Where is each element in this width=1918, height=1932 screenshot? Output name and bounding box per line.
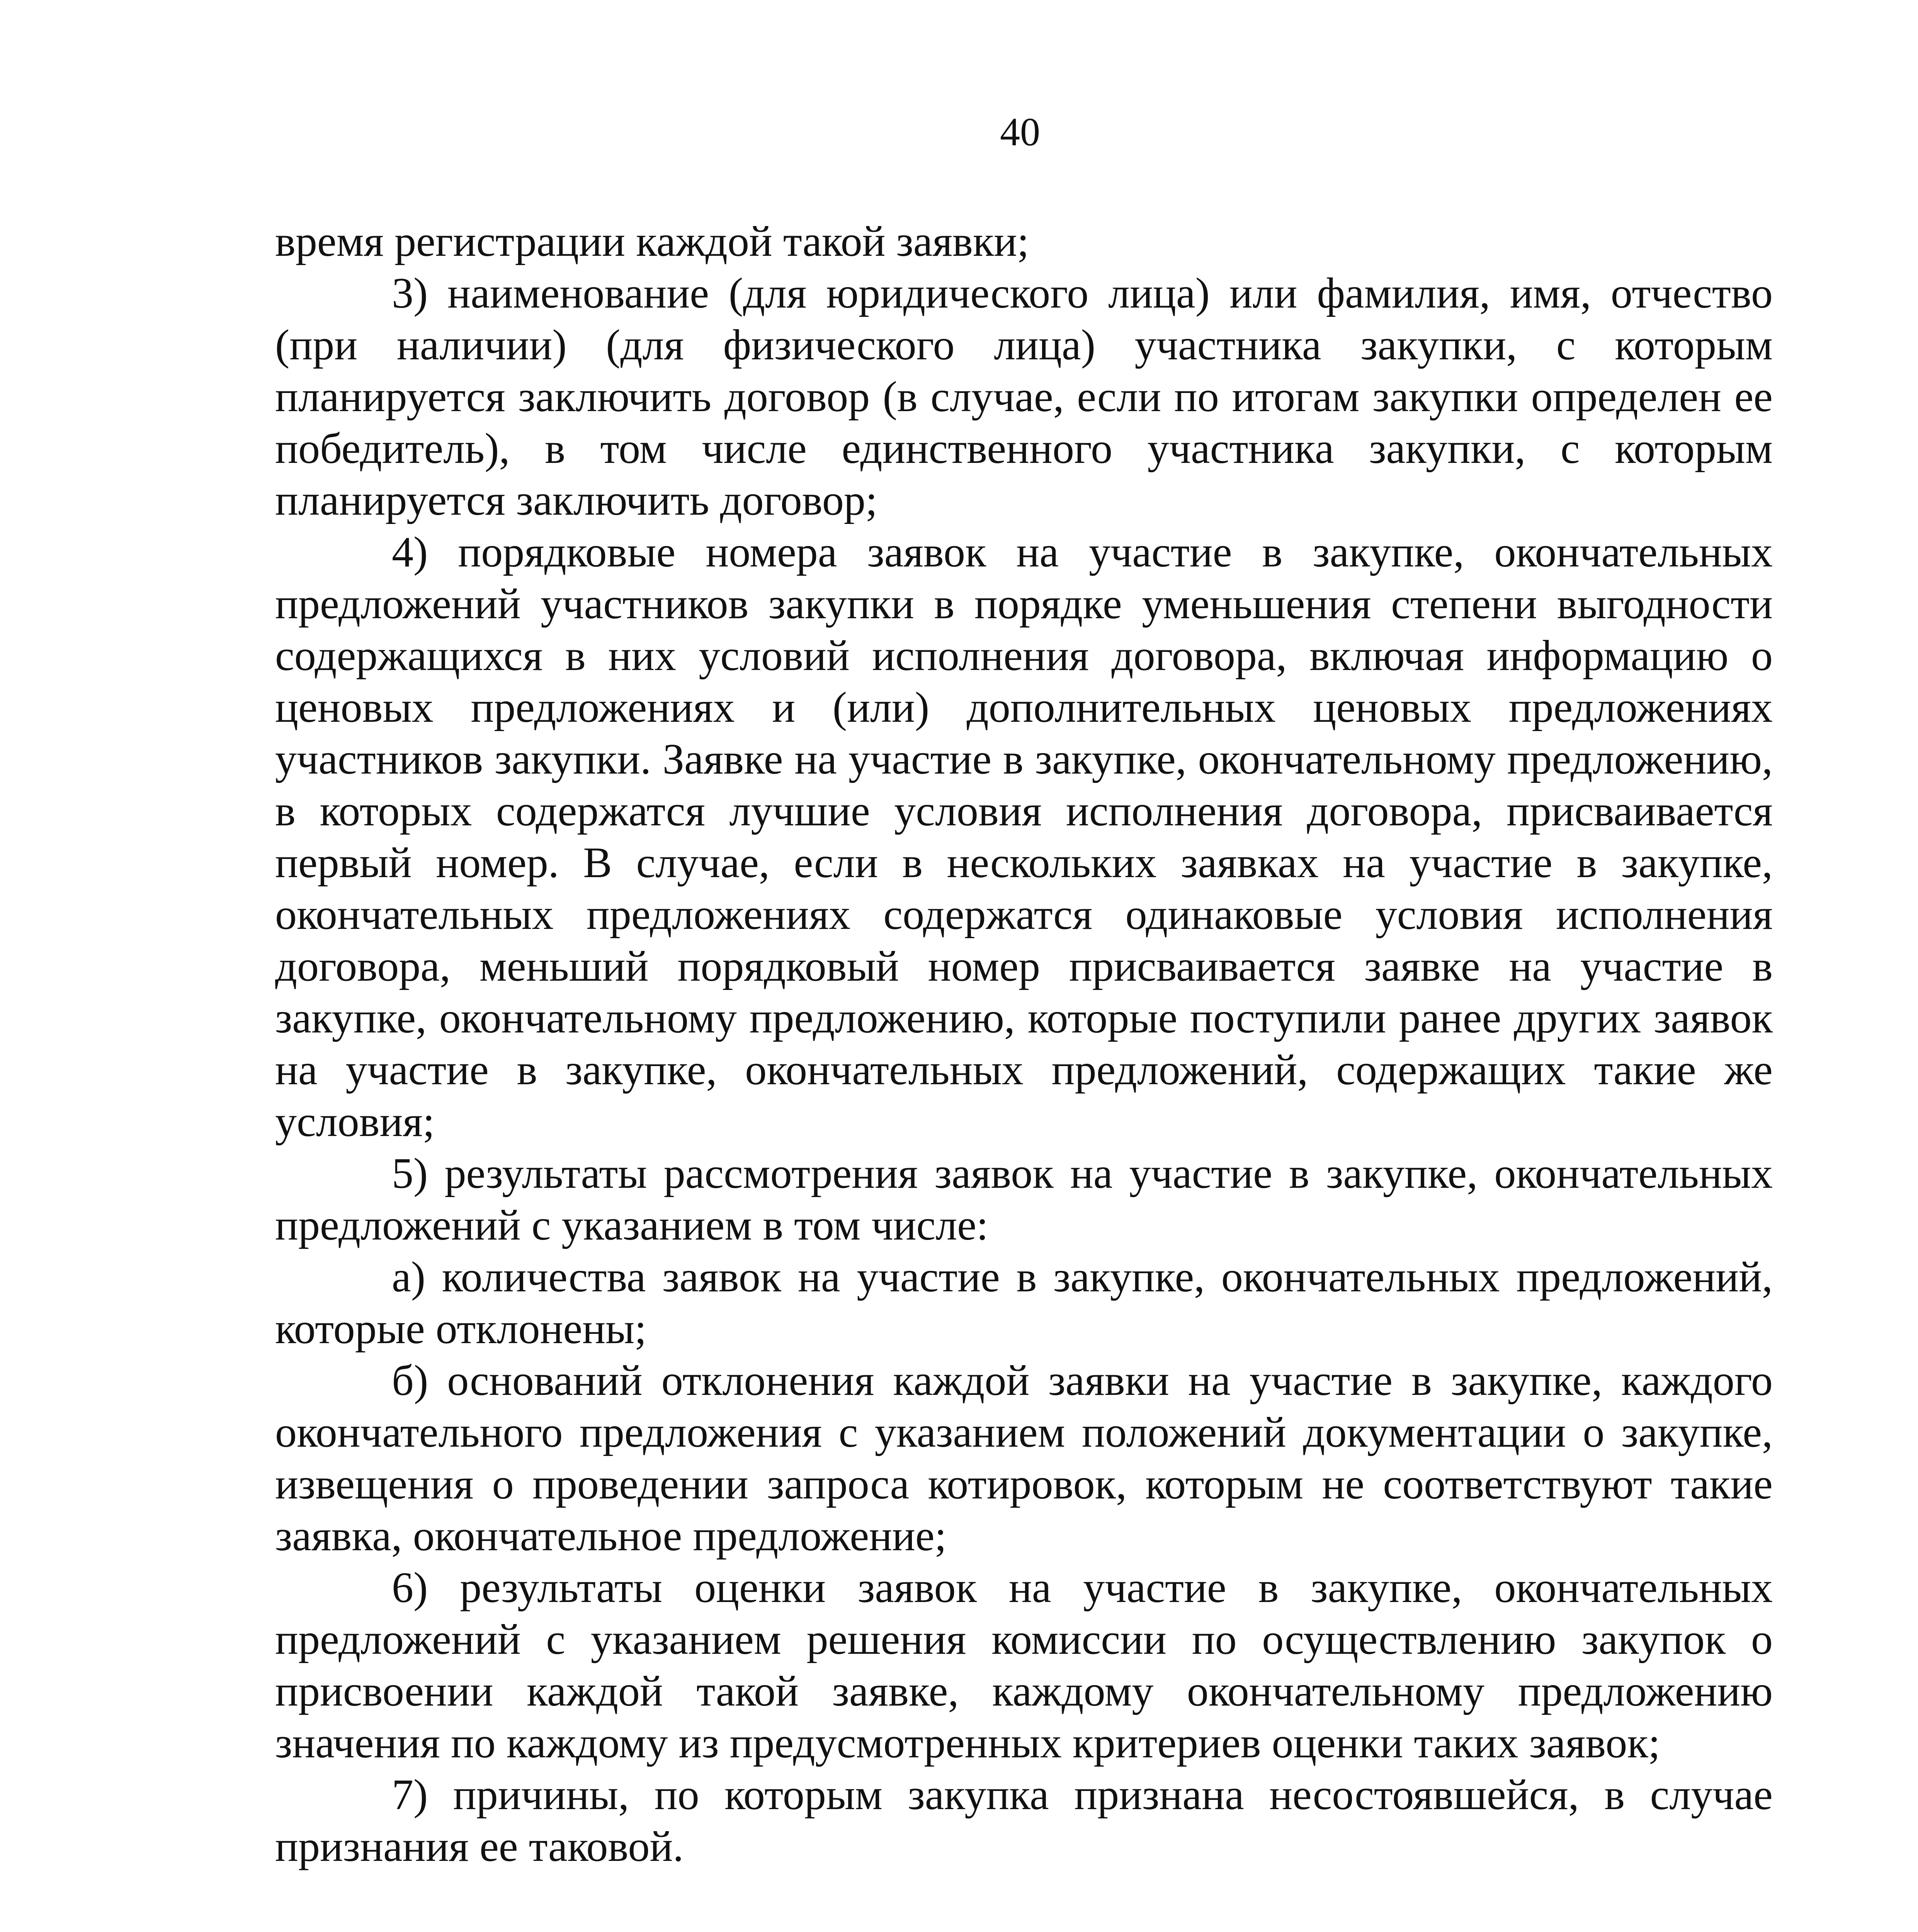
paragraph-item-5a: а) количества заявок на участие в закупке, окончательных предложений, которые отклонены;	[275, 1253, 1773, 1353]
document-body	[275, 216, 1773, 1932]
section-heading	[275, 1872, 1773, 1932]
paragraph-item-5b: б) оснований отклонения каждой заявки на участие в закупке, каждого окончательного предложения с указанием положений документации о закупке, извещения о проведении запроса котировок, которым не соответствуют такие заявка, окончательное предложение;	[275, 1357, 1773, 1560]
paragraph-item-3: 3) наименование (для юридического лица) или фамилия, имя, отчество (при наличии) (для физического лица) участника закупки, с которым планируется заключить договор (в случае, если по итогам закупки определен ее победитель), в том числе единственного участника закупки, с которым планируется заключить договор;	[275, 269, 1773, 524]
paragraph-item-7: 7) причины, по которым закупка признана несостоявшейся, в случае признания ее таковой.	[275, 1771, 1773, 1871]
paragraph-item-6: 6) результаты оценки заявок на участие в закупке, окончательных предложений с указанием решения комиссии по осуществлению закупок о присвоении каждой такой заявке, каждому окончательному предложению значения по каждому из предусмотренных критериев оценки таких заявок;	[275, 1564, 1773, 1767]
page-number: 40	[1000, 110, 1040, 154]
paragraph-item-4: 4) порядковые номера заявок на участие в закупке, окончательных предложений участников закупки в порядке уменьшения степени выгодности содержащихся в них условий исполнения договора, включая информацию о ценовых предложениях и (или) дополнительных ценовых предложениях участников закупки. Заявке на участие в закупке, окончательному предложению, в которых содержатся лучшие условия исполнения договора, присваивается первый номер. В случае, если в нескольких заявках на участие в закупке, окончательных предложениях содержатся одинаковые условия исполнения договора, меньший порядковый номер присваивается заявке на участие в закупке, окончательному предложению, которые поступили ранее других заявок на участие в закупке, окончательных предложений, содержащих такие же условия;	[275, 528, 1773, 1146]
paragraph-registration-time: время регистрации каждой такой заявки;	[275, 218, 1029, 265]
paragraph-item-5: 5) результаты рассмотрения заявок на участие в закупке, окончательных предложений с указанием в том числе:	[275, 1150, 1773, 1249]
